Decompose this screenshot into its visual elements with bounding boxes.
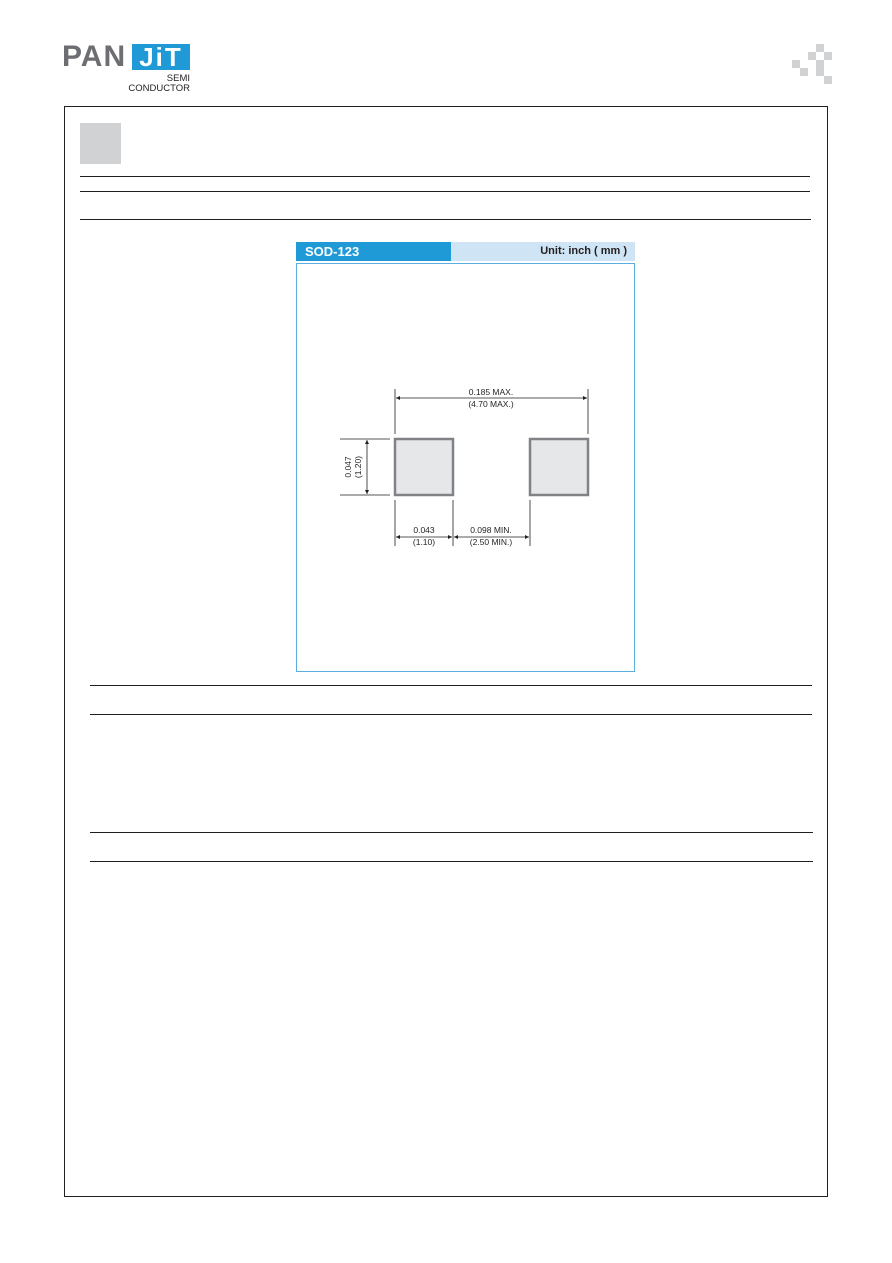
pad-width-mm: (1.10) [412,537,436,547]
logo-subtitle-conductor: CONDUCTOR [128,83,190,94]
left-pad [395,439,453,495]
overall-width-inch: 0.185 MAX. [468,387,514,397]
pad-height-mm: (1.20) [353,455,363,479]
package-name: SOD-123 [296,242,451,261]
pad-height-inch: 0.047 [343,456,353,478]
pad-width-inch: 0.043 [413,525,435,535]
logo-brand-pan: PAN [62,40,127,73]
pad-gap-mm: (2.50 MIN.) [469,537,513,547]
package-unit: Unit: inch ( mm ) [451,242,635,261]
pad-gap-inch: 0.098 MIN. [470,525,512,535]
right-pad [530,439,588,495]
logo-brand-jit: JiT [132,44,190,70]
logo-subtitle-semi: SEMI [166,73,190,84]
overall-width-mm: (4.70 MAX.) [468,399,514,409]
